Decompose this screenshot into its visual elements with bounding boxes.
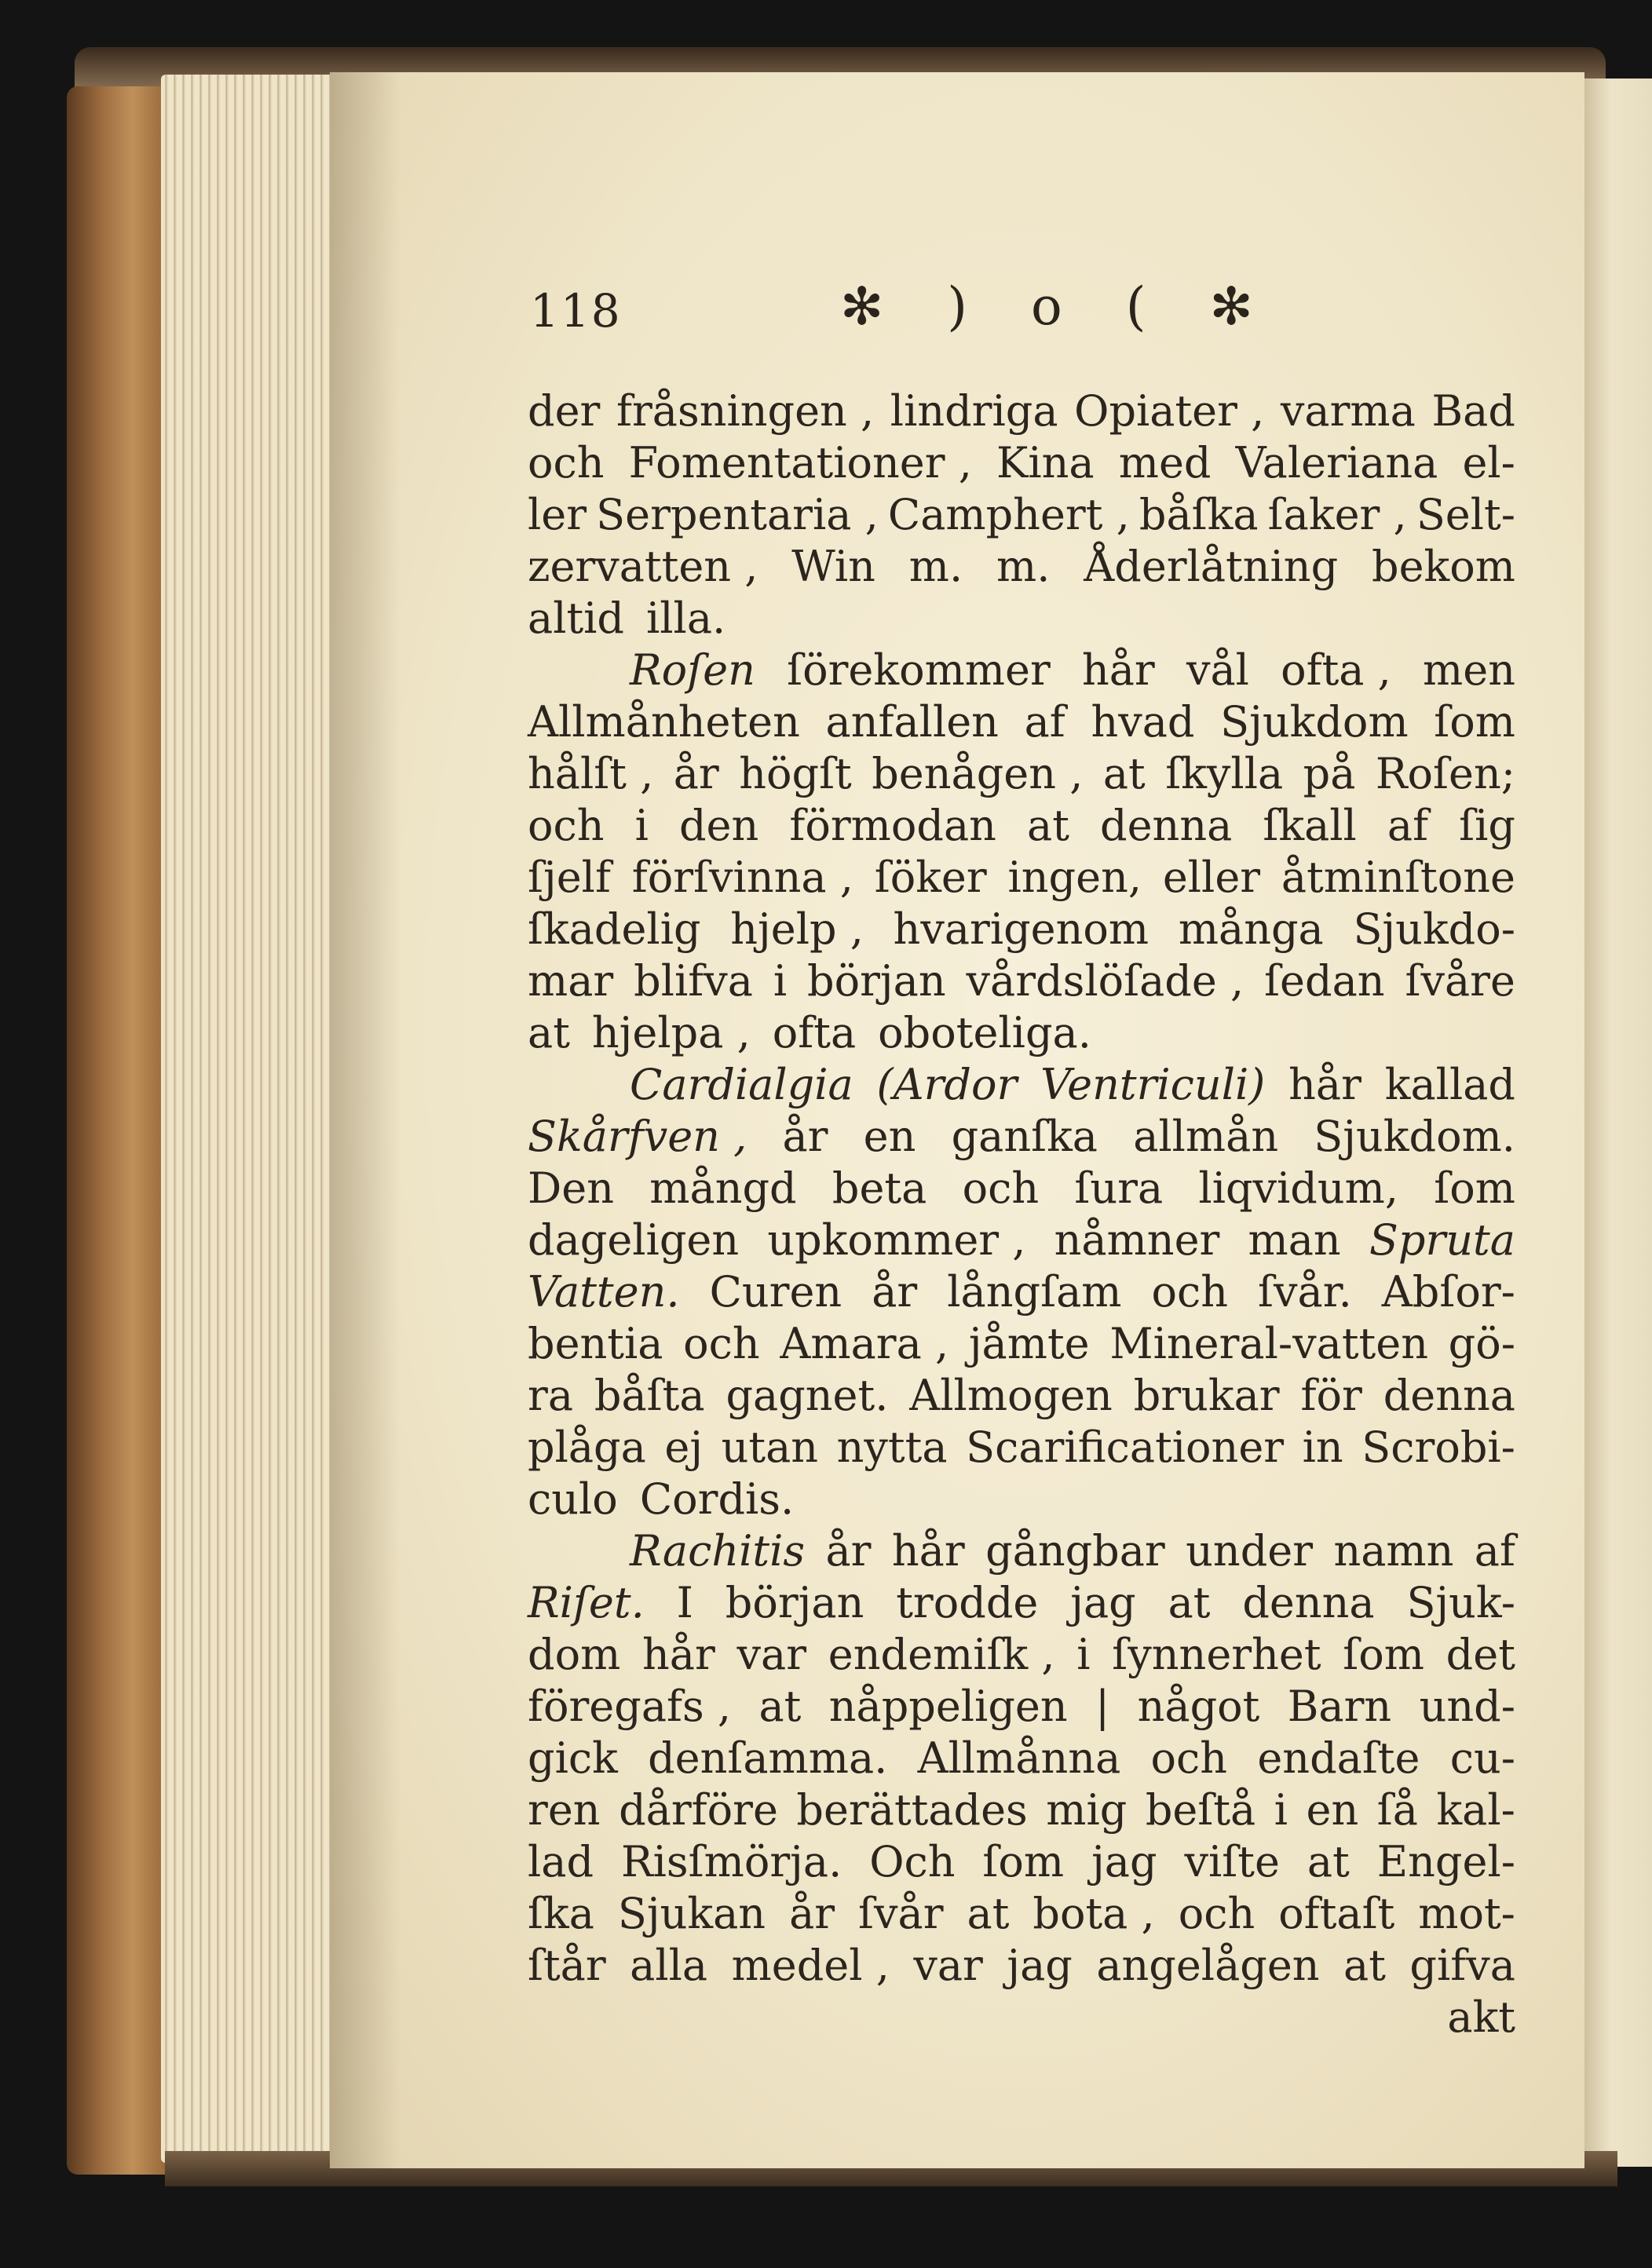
text-word: eller: [1162, 853, 1261, 902]
text-word: I: [676, 1578, 693, 1627]
text-word: gifva: [1409, 1941, 1515, 1990]
text-word: at: [1168, 1578, 1211, 1627]
book-page: [330, 72, 1584, 2168]
text-word: högſt: [739, 749, 852, 798]
text-word: (Ardor: [876, 1060, 1018, 1109]
text-word: Sjukdom: [1220, 697, 1409, 747]
text-word: bekom: [1372, 542, 1515, 591]
text-word: gångbar: [985, 1526, 1165, 1576]
text-line: [528, 1008, 1515, 1060]
text-word: Kina: [996, 438, 1095, 488]
header-ornament: ✻ ) o ( ✻: [840, 276, 1277, 337]
text-word: denna: [1242, 1578, 1375, 1627]
text-word: altid: [528, 593, 625, 643]
text-line: [528, 1682, 1515, 1733]
text-word: Sjukan: [617, 1889, 766, 1938]
text-word: Mineral-vatten: [1109, 1319, 1428, 1368]
text-word: början: [807, 956, 946, 1006]
text-word: ſörekommer: [787, 645, 1051, 695]
text-word: båſta: [594, 1371, 705, 1420]
text-word: under: [1186, 1526, 1314, 1576]
text-word: jag: [1007, 1941, 1073, 1990]
text-word: hår: [891, 1526, 965, 1576]
text-word: jag: [1070, 1578, 1136, 1627]
text-word: Riſet.: [528, 1578, 645, 1627]
text-word: plåga: [528, 1423, 646, 1472]
text-word: mig: [1046, 1785, 1128, 1835]
text-word: endemiſk ,: [828, 1630, 1055, 1679]
text-word: Scarificationer: [966, 1423, 1285, 1472]
text-word: endaſte: [1257, 1733, 1420, 1783]
text-word: at: [1027, 801, 1069, 850]
text-word: dom: [528, 1630, 621, 1679]
text-line: [528, 1215, 1515, 1267]
text-word: mångd: [649, 1163, 797, 1213]
text-word: Skårfven ,: [528, 1112, 747, 1161]
text-word: förmodan: [789, 801, 996, 850]
text-word: något: [1137, 1682, 1260, 1731]
text-word: på: [1303, 749, 1356, 798]
text-word: kallad: [1384, 1060, 1515, 1109]
text-word: m.: [908, 542, 963, 591]
text-line: [528, 853, 1515, 904]
text-word: hår: [642, 1630, 715, 1679]
text-word: at: [1307, 1837, 1350, 1886]
text-word: Cardialgia: [630, 1060, 853, 1109]
text-word: upkommer ,: [767, 1215, 1026, 1265]
text-word: i: [1076, 1630, 1091, 1679]
text-word: Valeriana: [1235, 438, 1438, 488]
text-word: at: [967, 1889, 1010, 1938]
text-word: Spruta: [1369, 1215, 1515, 1265]
text-word: ſig: [1459, 801, 1515, 850]
page-header: [530, 214, 1629, 338]
text-word: och: [1178, 1889, 1255, 1938]
text-word: Cordis.: [639, 1474, 795, 1524]
text-word: liqvidum,: [1198, 1163, 1399, 1213]
text-word: namn: [1333, 1526, 1454, 1576]
text-word: anfallen: [825, 697, 999, 747]
text-word: ſynnerhet: [1112, 1630, 1321, 1679]
text-word: jåmte: [968, 1319, 1090, 1368]
text-word: ſvår.: [1258, 1267, 1352, 1317]
text-word: och: [1150, 1733, 1228, 1783]
text-word: af: [1387, 801, 1429, 850]
text-word: der: [528, 386, 601, 436]
text-word: långſam: [947, 1267, 1122, 1317]
text-word: af: [1474, 1526, 1515, 1576]
text-word: ſvåre: [1405, 956, 1515, 1006]
text-word: år: [673, 749, 719, 798]
text-word: beſtå: [1145, 1785, 1256, 1835]
text-word: gick: [528, 1733, 618, 1783]
text-word: fråsningen ,: [616, 386, 875, 436]
body-text: [528, 386, 1515, 2044]
text-line: [528, 1319, 1515, 1371]
text-word: år: [872, 1267, 918, 1317]
text-word: denſamma.: [648, 1733, 888, 1783]
text-word: medel ,: [731, 1941, 890, 1990]
text-word: hvad: [1091, 697, 1195, 747]
text-word: Roſen: [630, 645, 755, 695]
text-word: var: [913, 1941, 983, 1990]
page-edges: [161, 75, 338, 2163]
text-word: hjelp ,: [730, 904, 864, 954]
text-word: Åderlåtning: [1084, 542, 1339, 591]
text-word: och: [528, 438, 605, 488]
text-line: [528, 1060, 1515, 1112]
text-word: allmån: [1133, 1112, 1279, 1161]
text-word: ingen,: [1007, 853, 1142, 902]
text-word: åtminſtone: [1281, 853, 1515, 902]
text-word: med: [1118, 438, 1212, 488]
text-word: vål: [1186, 645, 1249, 695]
text-word: Roſen;: [1375, 749, 1515, 798]
text-word: Sjukdo-: [1353, 904, 1515, 954]
text-word: ſedan: [1264, 956, 1385, 1006]
text-word: kal-: [1436, 1785, 1515, 1835]
text-word: nåmner: [1054, 1215, 1220, 1265]
text-word: ſom: [1434, 1163, 1515, 1213]
text-word: benågen ,: [872, 749, 1084, 798]
text-line: [528, 1267, 1515, 1319]
text-word: för: [1300, 1371, 1362, 1420]
text-word: ren: [528, 1785, 601, 1835]
text-word: oftaſt: [1278, 1889, 1395, 1938]
text-word: ſtår: [528, 1941, 606, 1990]
text-word: Scrobi-: [1361, 1423, 1515, 1472]
text-word: at: [758, 1682, 802, 1731]
text-word: varma: [1280, 386, 1416, 436]
facing-page-edge: [1584, 79, 1652, 2167]
text-word: ſkadelig: [528, 904, 701, 954]
text-word: Den: [528, 1163, 615, 1213]
text-line: [528, 1837, 1515, 1889]
text-word: Och: [869, 1837, 956, 1886]
text-word: hvarigenom: [893, 904, 1149, 954]
text-line: [528, 1630, 1515, 1682]
text-word: men: [1423, 645, 1515, 695]
text-line: [528, 542, 1515, 593]
text-word: Camphert ,: [887, 490, 1130, 539]
text-line: [528, 1526, 1515, 1578]
text-word: beta: [831, 1163, 927, 1213]
text-line: [528, 386, 1515, 438]
text-word: den: [678, 801, 759, 850]
text-line: [528, 593, 1515, 645]
text-word: ſjelf: [528, 853, 611, 902]
text-word: Sjukdom.: [1314, 1112, 1515, 1161]
text-word: |: [1095, 1682, 1110, 1731]
text-line: [528, 1941, 1515, 1992]
text-word: viſte: [1184, 1837, 1280, 1886]
text-word: trodde: [896, 1578, 1039, 1627]
text-word: ſkylla: [1165, 749, 1284, 798]
text-word: hår: [1081, 645, 1155, 695]
text-word: jag: [1091, 1837, 1157, 1886]
text-word: Bad: [1431, 386, 1515, 436]
text-word: Engel-: [1376, 1837, 1515, 1886]
text-word: en: [863, 1112, 916, 1161]
text-line: [528, 1163, 1515, 1215]
text-word: Allmogen: [909, 1371, 1113, 1420]
text-word: och: [528, 801, 605, 850]
text-word: angelågen: [1096, 1941, 1320, 1990]
text-word: m.: [996, 542, 1051, 591]
text-word: Fomentationer ,: [628, 438, 972, 488]
text-word: el-: [1462, 438, 1515, 488]
text-word: gö-: [1448, 1319, 1515, 1368]
text-word: brukar: [1133, 1371, 1280, 1420]
text-word: illa.: [646, 593, 726, 643]
text-word: Barn: [1287, 1682, 1392, 1731]
text-word: Abſor-: [1381, 1267, 1515, 1317]
text-word: och: [962, 1163, 1040, 1213]
text-word: in: [1302, 1423, 1343, 1472]
text-word: bota ,: [1032, 1889, 1155, 1938]
text-word: af: [1024, 697, 1065, 747]
text-word: Opiater ,: [1074, 386, 1265, 436]
text-word: Selt-: [1416, 490, 1515, 539]
text-line: [528, 1733, 1515, 1785]
text-word: Win: [791, 542, 875, 591]
text-word: ſaker ,: [1267, 490, 1407, 539]
text-word: ler: [528, 490, 587, 539]
text-word: vårdslöſade ,: [966, 956, 1244, 1006]
text-word: det: [1446, 1630, 1515, 1679]
text-line: [528, 1889, 1515, 1941]
text-line: [528, 749, 1515, 801]
text-word: ganſka: [951, 1112, 1098, 1161]
text-word: ofta ,: [1281, 645, 1391, 695]
text-word: Rachitis: [630, 1526, 806, 1576]
text-line: [528, 801, 1515, 853]
text-word: oboteliga.: [878, 1008, 1091, 1057]
text-word: dageligen: [528, 1215, 740, 1265]
text-word: blifva: [634, 956, 753, 1006]
text-word: en: [1306, 1785, 1359, 1835]
text-word: Serpentaria ,: [596, 490, 879, 539]
text-word: ofta: [772, 1008, 857, 1057]
text-line: [528, 645, 1515, 697]
gutter-shadow: [330, 72, 400, 2168]
text-word: Sjuk-: [1406, 1578, 1515, 1627]
text-word: bentia: [528, 1319, 663, 1368]
text-word: ſå: [1376, 1785, 1418, 1835]
text-word: und-: [1419, 1682, 1515, 1731]
text-word: båſka: [1138, 490, 1259, 539]
text-word: zervatten ,: [528, 542, 758, 591]
text-word: ej: [664, 1423, 704, 1472]
text-word: i: [634, 801, 649, 850]
text-line: [528, 490, 1515, 542]
text-word: at: [1102, 749, 1146, 798]
text-word: nåppeligen: [828, 1682, 1068, 1731]
text-word: berättades: [796, 1785, 1028, 1835]
text-line: [528, 1371, 1515, 1423]
text-word: år: [789, 1889, 835, 1938]
text-word: ra: [528, 1371, 574, 1420]
text-word: at: [1343, 1941, 1386, 1990]
text-word: at: [528, 1008, 570, 1057]
text-line: [528, 1785, 1515, 1837]
text-word: Allmånna: [917, 1733, 1121, 1783]
text-word: alla: [630, 1941, 708, 1990]
text-word: ſura: [1074, 1163, 1164, 1213]
text-word: var: [736, 1630, 807, 1679]
text-word: akt: [1447, 1992, 1515, 2042]
text-word: hjelpa ,: [591, 1008, 751, 1057]
text-line: [528, 956, 1515, 1008]
text-word: ſvår: [858, 1889, 944, 1938]
text-word: lindriga: [890, 386, 1058, 436]
text-line: [528, 1474, 1515, 1526]
text-word: mar: [528, 956, 614, 1006]
text-word: hår: [1288, 1060, 1361, 1109]
text-word: ſka: [528, 1889, 594, 1938]
text-word: i: [1274, 1785, 1288, 1835]
text-word: och: [1151, 1267, 1229, 1317]
text-word: ſkall: [1263, 801, 1357, 850]
text-word: föregafs ,: [528, 1682, 732, 1731]
text-word: många: [1178, 904, 1324, 954]
text-word: mot-: [1418, 1889, 1515, 1938]
text-word: år: [825, 1526, 872, 1576]
text-word: denna: [1383, 1371, 1515, 1420]
text-line: [528, 1423, 1515, 1474]
text-line: [528, 1578, 1515, 1630]
text-line: [528, 697, 1515, 749]
page-number: 118: [530, 284, 622, 338]
text-word: cu-: [1449, 1733, 1515, 1783]
text-line: [528, 1992, 1515, 2044]
text-word: dårföre: [619, 1785, 778, 1835]
text-word: år: [782, 1112, 828, 1161]
text-word: denna: [1100, 801, 1233, 850]
text-word: hålſt ,: [528, 749, 654, 798]
text-word: Amara ,: [780, 1319, 949, 1368]
text-word: ſöker: [874, 853, 987, 902]
text-word: man: [1248, 1215, 1341, 1265]
text-word: förſvinna ,: [631, 853, 853, 902]
text-word: början: [725, 1578, 864, 1627]
text-word: Vatten.: [528, 1267, 680, 1317]
text-word: culo: [528, 1474, 618, 1524]
text-line: [528, 1112, 1515, 1163]
text-word: Curen: [709, 1267, 842, 1317]
book-cover-spine: [67, 86, 177, 2175]
text-word: gagnet.: [725, 1371, 889, 1420]
text-word: utan: [721, 1423, 819, 1472]
text-word: ſom: [1343, 1630, 1424, 1679]
text-word: ſom: [1434, 697, 1515, 747]
text-word: Ventriculi): [1040, 1060, 1266, 1109]
text-word: lad: [528, 1837, 594, 1886]
text-word: Risſmörja.: [620, 1837, 842, 1886]
text-line: [528, 438, 1515, 490]
text-word: nytta: [836, 1423, 948, 1472]
text-line: [528, 904, 1515, 956]
text-word: ſom: [982, 1837, 1065, 1886]
text-word: i: [773, 956, 788, 1006]
text-word: och: [683, 1319, 760, 1368]
text-word: Allmånheten: [528, 697, 800, 747]
